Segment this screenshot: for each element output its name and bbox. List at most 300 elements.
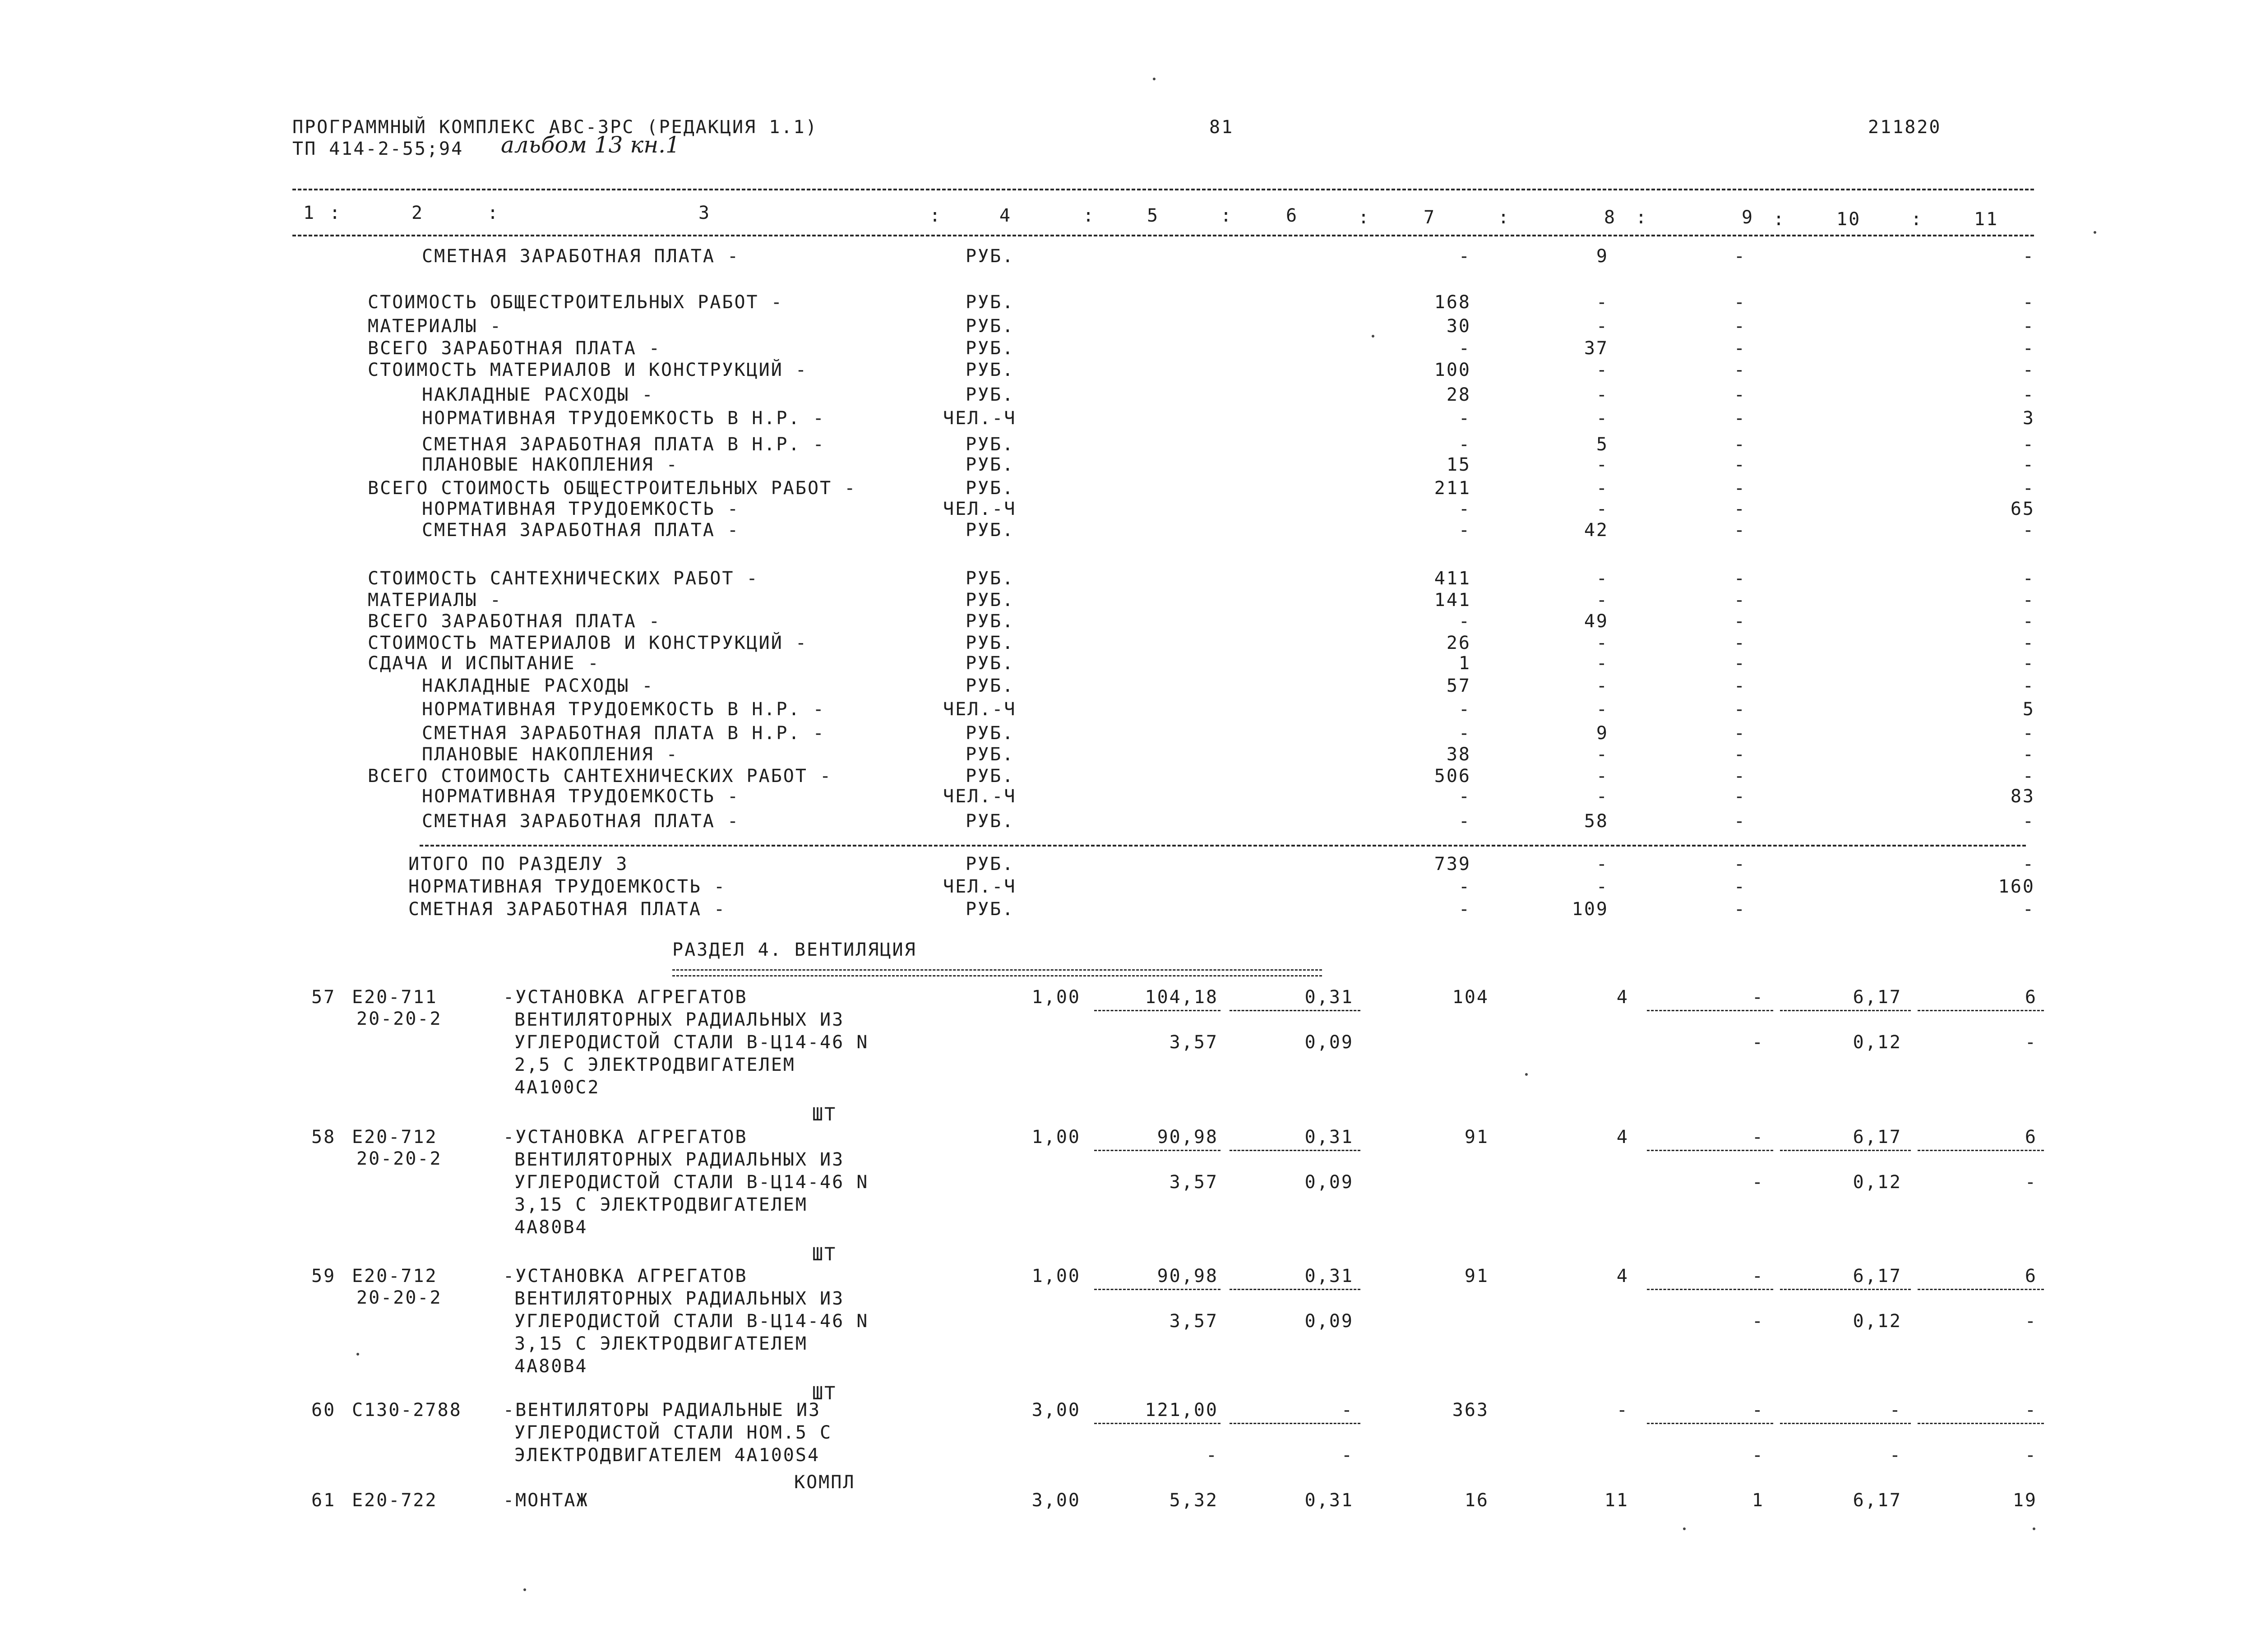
summary-label: ВСЕГО СТОИМОСТЬ ОБЩЕСТРОИТЕЛЬНЫХ РАБОТ - — [368, 478, 857, 499]
item-description-line: 2,5 С ЭЛЕКТРОДВИГАТЕЛЕМ — [514, 1055, 795, 1075]
summary-c8: - — [1596, 499, 1609, 519]
summary-c11: - — [2022, 676, 2035, 696]
item-description-line: 3,15 С ЭЛЕКТРОДВИГАТЕЛЕМ — [514, 1194, 808, 1215]
item-description-line: УГЛЕРОДИСТОЙ СТАЛИ В-Ц14-46 N — [514, 1032, 869, 1053]
item-col10: 6,17 — [1853, 987, 1902, 1008]
summary-label: МАТЕРИАЛЫ - — [368, 590, 502, 611]
summary-c11: - — [2022, 744, 2035, 765]
summary-label: НОРМАТИВНАЯ ТРУДОЕМКОСТЬ В Н.Р. - — [422, 408, 825, 429]
summary-unit: РУБ. — [966, 568, 1015, 589]
summary-label: СТОИМОСТЬ МАТЕРИАЛОВ И КОНСТРУКЦИЙ - — [368, 360, 808, 380]
item-code-secondary: 20-20-2 — [356, 1287, 442, 1308]
item-unit-price: 121,00 — [1145, 1400, 1218, 1421]
document-number: 211820 — [1868, 117, 1942, 138]
item-description-line: ВЕНТИЛЯТОРНЫХ РАДИАЛЬНЫХ ИЗ — [514, 1009, 845, 1030]
item-subrule — [1230, 1423, 1360, 1424]
summary-c7: - — [1458, 899, 1471, 920]
item-subrule — [1094, 1289, 1220, 1290]
summary-c9: - — [1734, 611, 1746, 632]
handwritten-note: альбом 13 кн.1 — [501, 132, 680, 158]
item-col8: 11 — [1604, 1490, 1629, 1511]
summary-c7: 38 — [1446, 744, 1471, 765]
section-underline — [672, 969, 1322, 976]
summary-c8: - — [1596, 633, 1609, 653]
column-separators: : — [1220, 205, 1233, 226]
item-unit-price-labor: - — [1206, 1445, 1218, 1466]
column-header: 10 — [1836, 209, 1861, 230]
column-header: 9 — [1742, 207, 1754, 228]
summary-label: ПЛАНОВЫЕ НАКОПЛЕНИЯ - — [422, 454, 679, 475]
item-col8: 4 — [1616, 1266, 1629, 1286]
column-separators: : — [1498, 207, 1511, 228]
summary-label: СМЕТНАЯ ЗАРАБОТНАЯ ПЛАТА - — [422, 520, 740, 541]
column-separators: : — [487, 203, 500, 223]
item-description-line: ВЕНТИЛЯТОРНЫХ РАДИАЛЬНЫХ ИЗ — [514, 1288, 845, 1309]
summary-c8: 37 — [1584, 338, 1609, 359]
summary-c8: - — [1596, 478, 1609, 499]
summary-c8: - — [1596, 454, 1609, 475]
program-title: ПРОГРАММНЫЙ КОМПЛЕКС АВС-3РС (РЕДАКЦИЯ 1.1) — [292, 117, 818, 138]
scan-speck — [1683, 1527, 1686, 1530]
summary-c8: 9 — [1596, 246, 1609, 267]
summary-unit: РУБ. — [966, 633, 1015, 653]
item-number: 57 — [311, 987, 336, 1008]
item-subrule — [1230, 1150, 1360, 1151]
column-separators: : — [1773, 209, 1786, 230]
summary-c7: 28 — [1446, 384, 1471, 405]
item-subrule — [1780, 1289, 1911, 1290]
project-code: ТП 414-2-55;94 — [292, 139, 464, 159]
item-quantity: 3,00 — [1031, 1490, 1081, 1511]
item-unit-price: 90,98 — [1157, 1266, 1218, 1286]
item-col8: 4 — [1616, 1127, 1629, 1148]
summary-unit: РУБ. — [966, 454, 1015, 475]
item-code-secondary: 20-20-2 — [356, 1009, 442, 1029]
summary-c11: - — [2022, 384, 2035, 405]
summary-label: НОРМАТИВНАЯ ТРУДОЕМКОСТЬ - — [422, 786, 740, 807]
summary-c7: 26 — [1446, 633, 1471, 653]
summary-unit: ЧЕЛ.-Ч — [943, 499, 1017, 519]
summary-unit: РУБ. — [966, 478, 1015, 499]
summary-c11: - — [2022, 454, 2035, 475]
summary-c9: - — [1734, 246, 1746, 267]
summary-c11: 160 — [1998, 876, 2035, 897]
item-description-line: -УСТАНОВКА АГРЕГАТОВ — [503, 987, 748, 1008]
item-subrule — [1918, 1150, 2044, 1151]
summary-c9: - — [1734, 723, 1746, 744]
summary-c8: 49 — [1584, 611, 1609, 632]
summary-label: НАКЛАДНЫЕ РАСХОДЫ - — [422, 384, 654, 405]
summary-c8: - — [1596, 766, 1609, 787]
scan-speck — [523, 1588, 526, 1591]
item-col9-labor: - — [1752, 1445, 1764, 1466]
summary-unit: РУБ. — [966, 611, 1015, 632]
item-unit: ШТ — [812, 1383, 837, 1404]
summary-c9: - — [1734, 292, 1746, 313]
item-col10: 6,17 — [1853, 1266, 1902, 1286]
item-code: Е20-712 — [352, 1127, 438, 1148]
summary-c9: - — [1734, 699, 1746, 720]
item-number: 61 — [311, 1490, 336, 1511]
summary-label: ИТОГО ПО РАЗДЕЛУ 3 — [408, 854, 629, 875]
summary-c11: - — [2022, 590, 2035, 611]
summary-label: ВСЕГО ЗАРАБОТНАЯ ПЛАТА - — [368, 338, 661, 359]
item-col11: 19 — [2012, 1490, 2037, 1511]
summary-c11: 5 — [2022, 699, 2035, 720]
summary-unit: ЧЕЛ.-Ч — [943, 876, 1017, 897]
column-separators: : — [1636, 207, 1648, 228]
summary-label: СТОИМОСТЬ САНТЕХНИЧЕСКИХ РАБОТ - — [368, 568, 759, 589]
summary-label: СТОИМОСТЬ МАТЕРИАЛОВ И КОНСТРУКЦИЙ - — [368, 633, 808, 653]
column-header: 3 — [698, 203, 711, 223]
item-col10: 6,17 — [1853, 1127, 1902, 1148]
column-header: 5 — [1147, 205, 1160, 226]
column-separators: : — [929, 205, 942, 226]
item-unit-price-labor: 3,57 — [1169, 1172, 1218, 1193]
item-col6-labor: - — [1341, 1445, 1354, 1466]
item-subrule — [1780, 1010, 1911, 1011]
item-col9: - — [1752, 1127, 1764, 1148]
item-col11: 6 — [2025, 1266, 2037, 1286]
summary-c9: - — [1734, 568, 1746, 589]
item-subrule — [1918, 1289, 2044, 1290]
column-separators: : — [329, 203, 342, 223]
column-header: 6 — [1286, 205, 1299, 226]
item-col10: 6,17 — [1853, 1490, 1902, 1511]
column-separators: : — [1083, 205, 1096, 226]
summary-c11: 65 — [2010, 499, 2035, 519]
summary-c7: - — [1458, 434, 1471, 455]
summary-c9: - — [1734, 408, 1746, 429]
summary-c9: - — [1734, 520, 1746, 541]
item-subrule — [1780, 1150, 1911, 1151]
item-description-line: -ВЕНТИЛЯТОРЫ РАДИАЛЬНЫЕ ИЗ — [503, 1400, 821, 1421]
item-description-line: ВЕНТИЛЯТОРНЫХ РАДИАЛЬНЫХ ИЗ — [514, 1149, 845, 1170]
summary-c7: - — [1458, 408, 1471, 429]
scan-speck — [1525, 1073, 1528, 1076]
column-header: 1 — [303, 203, 316, 223]
summary-c7: 57 — [1446, 676, 1471, 696]
summary-c11: - — [2022, 338, 2035, 359]
section-title: РАЗДЕЛ 4. ВЕНТИЛЯЦИЯ — [672, 939, 917, 960]
summary-c9: - — [1734, 384, 1746, 405]
item-quantity: 1,00 — [1031, 987, 1081, 1008]
column-header: 4 — [999, 205, 1012, 226]
item-col9-labor: - — [1752, 1311, 1764, 1332]
summary-label: СМЕТНАЯ ЗАРАБОТНАЯ ПЛАТА В Н.Р. - — [422, 723, 825, 744]
item-description-line: -МОНТАЖ — [503, 1490, 589, 1511]
item-total: 104 — [1452, 987, 1489, 1008]
item-col6: 0,31 — [1304, 987, 1354, 1008]
summary-c7: 1 — [1458, 653, 1471, 674]
table-header-rule — [292, 235, 2034, 236]
item-subrule — [1918, 1423, 2044, 1424]
summary-unit: РУБ. — [966, 316, 1015, 337]
item-quantity: 1,00 — [1031, 1266, 1081, 1286]
summary-c9: - — [1734, 478, 1746, 499]
item-description-line: 4А80В4 — [514, 1356, 588, 1377]
summary-c7: 411 — [1434, 568, 1471, 589]
item-subrule — [1647, 1150, 1773, 1151]
summary-c7: - — [1458, 611, 1471, 632]
column-separators: : — [1911, 209, 1923, 230]
summary-c7: 506 — [1434, 766, 1471, 787]
summary-c8: 58 — [1584, 811, 1609, 832]
column-separators: : — [1358, 207, 1371, 228]
item-col10: - — [1889, 1400, 1902, 1421]
summary-c9: - — [1734, 338, 1746, 359]
item-unit-price-labor: 3,57 — [1169, 1311, 1218, 1332]
summary-label: НОРМАТИВНАЯ ТРУДОЕМКОСТЬ - — [408, 876, 726, 897]
table-top-rule — [292, 189, 2034, 190]
item-code: Е20-711 — [352, 987, 438, 1008]
scan-speck — [1153, 78, 1156, 80]
summary-c8: - — [1596, 590, 1609, 611]
summary-label: ПЛАНОВЫЕ НАКОПЛЕНИЯ - — [422, 744, 679, 765]
summary-unit: РУБ. — [966, 723, 1015, 744]
item-col11: - — [2025, 1400, 2037, 1421]
scan-speck — [2033, 1527, 2035, 1530]
summary-c11: - — [2022, 811, 2035, 832]
item-col11-labor: - — [2025, 1445, 2037, 1466]
item-unit-price: 90,98 — [1157, 1127, 1218, 1148]
item-subrule — [1647, 1423, 1773, 1424]
summary-label: СМЕТНАЯ ЗАРАБОТНАЯ ПЛАТА - — [422, 246, 740, 267]
summary-c7: - — [1458, 723, 1471, 744]
summary-c8: 109 — [1572, 899, 1609, 920]
item-total: 91 — [1464, 1266, 1489, 1286]
summary-c9: - — [1734, 653, 1746, 674]
item-subrule — [1918, 1010, 2044, 1011]
item-description-line: -УСТАНОВКА АГРЕГАТОВ — [503, 1127, 748, 1148]
summary-c9: - — [1734, 454, 1746, 475]
summary-c11: 83 — [2010, 786, 2035, 807]
summary-c9: - — [1734, 766, 1746, 787]
item-number: 59 — [311, 1266, 336, 1286]
item-col9: 1 — [1752, 1490, 1764, 1511]
item-col9: - — [1752, 1400, 1764, 1421]
item-subrule — [1230, 1289, 1360, 1290]
summary-c7: 100 — [1434, 360, 1471, 380]
summary-c8: 5 — [1596, 434, 1609, 455]
summary-c11: - — [2022, 478, 2035, 499]
section-total-rule — [420, 845, 2026, 847]
summary-label: СТОИМОСТЬ ОБЩЕСТРОИТЕЛЬНЫХ РАБОТ - — [368, 292, 783, 313]
column-header: 7 — [1424, 207, 1436, 228]
item-col6: - — [1341, 1400, 1354, 1421]
summary-c11: - — [2022, 854, 2035, 875]
summary-unit: РУБ. — [966, 766, 1015, 787]
item-col6: 0,31 — [1304, 1266, 1354, 1286]
column-header: 8 — [1604, 207, 1617, 228]
summary-c9: - — [1734, 854, 1746, 875]
summary-unit: РУБ. — [966, 653, 1015, 674]
item-description-line: 4А100С2 — [514, 1077, 600, 1098]
item-col11-labor: - — [2025, 1032, 2037, 1053]
summary-c9: - — [1734, 744, 1746, 765]
summary-unit: РУБ. — [966, 520, 1015, 541]
summary-label: СДАЧА И ИСПЫТАНИЕ - — [368, 653, 600, 674]
summary-unit: РУБ. — [966, 434, 1015, 455]
summary-unit: РУБ. — [966, 384, 1015, 405]
item-description-line: УГЛЕРОДИСТОЙ СТАЛИ НОМ.5 С — [514, 1422, 832, 1443]
item-col9-labor: - — [1752, 1172, 1764, 1193]
summary-c7: 15 — [1446, 454, 1471, 475]
item-description-line: УГЛЕРОДИСТОЙ СТАЛИ В-Ц14-46 N — [514, 1311, 869, 1332]
summary-c8: - — [1596, 408, 1609, 429]
summary-c11: - — [2022, 653, 2035, 674]
item-col10-labor: 0,12 — [1853, 1032, 1902, 1053]
summary-c8: - — [1596, 676, 1609, 696]
column-header: 2 — [411, 203, 424, 223]
summary-c7: 141 — [1434, 590, 1471, 611]
summary-c7: - — [1458, 338, 1471, 359]
summary-c8: - — [1596, 854, 1609, 875]
summary-unit: РУБ. — [966, 360, 1015, 380]
item-col10-labor: 0,12 — [1853, 1172, 1902, 1193]
scan-speck — [356, 1353, 359, 1356]
summary-label: НАКЛАДНЫЕ РАСХОДЫ - — [422, 676, 654, 696]
summary-c9: - — [1734, 899, 1746, 920]
item-code-secondary: 20-20-2 — [356, 1148, 442, 1169]
summary-unit: РУБ. — [966, 811, 1015, 832]
scan-speck — [1372, 335, 1374, 338]
summary-c8: 9 — [1596, 723, 1609, 744]
summary-c7: - — [1458, 699, 1471, 720]
item-unit-price-labor: 3,57 — [1169, 1032, 1218, 1053]
summary-c8: - — [1596, 786, 1609, 807]
summary-c7: 168 — [1434, 292, 1471, 313]
summary-unit: РУБ. — [966, 676, 1015, 696]
summary-c11: - — [2022, 899, 2035, 920]
item-col6: 0,31 — [1304, 1490, 1354, 1511]
summary-c8: - — [1596, 316, 1609, 337]
item-total: 363 — [1452, 1400, 1489, 1421]
summary-c9: - — [1734, 633, 1746, 653]
summary-c7: 30 — [1446, 316, 1471, 337]
item-number: 58 — [311, 1127, 336, 1148]
summary-unit: РУБ. — [966, 854, 1015, 875]
item-col11-labor: - — [2025, 1172, 2037, 1193]
item-col9: - — [1752, 1266, 1764, 1286]
item-col9-labor: - — [1752, 1032, 1764, 1053]
summary-c11: - — [2022, 611, 2035, 632]
item-col11-labor: - — [2025, 1311, 2037, 1332]
summary-unit: РУБ. — [966, 292, 1015, 313]
summary-label: ВСЕГО ЗАРАБОТНАЯ ПЛАТА - — [368, 611, 661, 632]
item-col6: 0,31 — [1304, 1127, 1354, 1148]
item-col10-labor: 0,12 — [1853, 1311, 1902, 1332]
summary-c8: - — [1596, 653, 1609, 674]
item-number: 60 — [311, 1400, 336, 1421]
item-quantity: 3,00 — [1031, 1400, 1081, 1421]
item-col11: 6 — [2025, 1127, 2037, 1148]
summary-c9: - — [1734, 499, 1746, 519]
summary-c11: - — [2022, 246, 2035, 267]
summary-label: НОРМАТИВНАЯ ТРУДОЕМКОСТЬ В Н.Р. - — [422, 699, 825, 720]
summary-label: СМЕТНАЯ ЗАРАБОТНАЯ ПЛАТА - — [408, 899, 726, 920]
summary-c11: 3 — [2022, 408, 2035, 429]
item-description-line: -УСТАНОВКА АГРЕГАТОВ — [503, 1266, 748, 1286]
item-col10-labor: - — [1889, 1445, 1902, 1466]
item-subrule — [1647, 1289, 1773, 1290]
column-header: 11 — [1974, 209, 1999, 230]
summary-c9: - — [1734, 786, 1746, 807]
summary-c11: - — [2022, 434, 2035, 455]
summary-c11: - — [2022, 723, 2035, 744]
summary-c7: - — [1458, 811, 1471, 832]
item-quantity: 1,00 — [1031, 1127, 1081, 1148]
item-unit-price: 5,32 — [1169, 1490, 1218, 1511]
summary-c9: - — [1734, 590, 1746, 611]
item-total: 16 — [1464, 1490, 1489, 1511]
item-code: С130-2788 — [352, 1400, 462, 1421]
summary-c7: - — [1458, 520, 1471, 541]
item-description-line: 4А80В4 — [514, 1217, 588, 1238]
item-description-line: ЭЛЕКТРОДВИГАТЕЛЕМ 4А100S4 — [514, 1445, 820, 1466]
summary-c8: - — [1596, 876, 1609, 897]
summary-c7: 211 — [1434, 478, 1471, 499]
summary-c9: - — [1734, 876, 1746, 897]
summary-c11: - — [2022, 360, 2035, 380]
summary-c9: - — [1734, 316, 1746, 337]
summary-c8: 42 — [1584, 520, 1609, 541]
item-col6-labor: 0,09 — [1304, 1172, 1354, 1193]
item-subrule — [1094, 1150, 1220, 1151]
item-subrule — [1230, 1010, 1360, 1011]
summary-c11: - — [2022, 766, 2035, 787]
item-code: Е20-722 — [352, 1490, 438, 1511]
summary-c8: - — [1596, 699, 1609, 720]
item-unit: ШТ — [812, 1104, 837, 1125]
summary-label: МАТЕРИАЛЫ - — [368, 316, 502, 337]
summary-c8: - — [1596, 384, 1609, 405]
summary-c7: - — [1458, 246, 1471, 267]
summary-c11: - — [2022, 633, 2035, 653]
summary-c11: - — [2022, 316, 2035, 337]
item-code: Е20-712 — [352, 1266, 438, 1286]
item-col11: 6 — [2025, 987, 2037, 1008]
item-unit: КОМПЛ — [794, 1472, 855, 1493]
summary-label: СМЕТНАЯ ЗАРАБОТНАЯ ПЛАТА В Н.Р. - — [422, 434, 825, 455]
summary-label: НОРМАТИВНАЯ ТРУДОЕМКОСТЬ - — [422, 499, 740, 519]
item-subrule — [1094, 1423, 1220, 1424]
summary-unit: РУБ. — [966, 246, 1015, 267]
item-subrule — [1780, 1423, 1911, 1424]
item-unit-price: 104,18 — [1145, 987, 1218, 1008]
summary-c8: - — [1596, 568, 1609, 589]
summary-c9: - — [1734, 676, 1746, 696]
summary-unit: РУБ. — [966, 590, 1015, 611]
summary-unit: ЧЕЛ.-Ч — [943, 699, 1017, 720]
scan-speck — [2094, 231, 2096, 234]
page-number: 81 — [1209, 117, 1234, 138]
item-total: 91 — [1464, 1127, 1489, 1148]
summary-unit: РУБ. — [966, 899, 1015, 920]
item-subrule — [1094, 1010, 1220, 1011]
summary-c9: - — [1734, 360, 1746, 380]
summary-c7: - — [1458, 499, 1471, 519]
summary-unit: РУБ. — [966, 744, 1015, 765]
summary-c7: - — [1458, 876, 1471, 897]
summary-c8: - — [1596, 744, 1609, 765]
summary-c8: - — [1596, 292, 1609, 313]
summary-c7: 739 — [1434, 854, 1471, 875]
item-col6-labor: 0,09 — [1304, 1311, 1354, 1332]
summary-unit: РУБ. — [966, 338, 1015, 359]
summary-c9: - — [1734, 811, 1746, 832]
summary-c7: - — [1458, 786, 1471, 807]
